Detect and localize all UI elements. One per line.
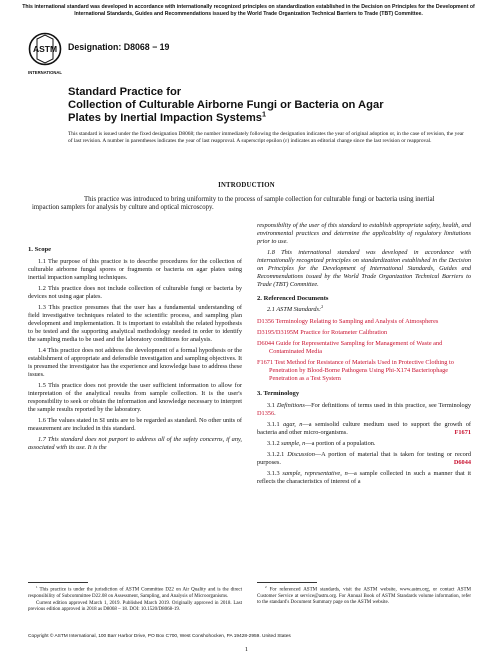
ref-code-link[interactable]: D1356 (257, 317, 275, 325)
scope-heading: 1. Scope (28, 246, 52, 253)
ref-title-link[interactable]: Guide for Representative Sampling for Management of Waste and Contaminated Media (269, 340, 443, 355)
para-3-1-2-1 (257, 451, 471, 467)
ref-item[interactable] (257, 329, 471, 337)
footnote-1-p2: Current edition approved March 1, 2019. Published March 2019. Originally approved in 2018. Last previous edition approved in 2018 as D8068 – 18. DOI: 10.1520/D8068-19. (28, 601, 242, 613)
para-3-1: 3.1 Definitions—For definitions of terms used in this practice, see Terminology D1356. (257, 401, 471, 417)
para-1-8: 1.8 This international standard was developed in accordance with internationally recognized principles on standardization established in the Decision on Principles for the Development of International Standards, Guides and Recommendations issued by the World Trade Organization Technical Barriers to Trade (TBT) Committee. (257, 249, 471, 288)
para-1-2: 1.2 This practice does not include collection of culturable fungi or bacteria by devices not using agar plates. (28, 284, 242, 300)
footnote-2-text: For referenced ASTM standards, visit the ASTM website, www.astm.org, or contact ASTM Customer Service at service@astm.org. For Annual Book of ASTM Standards volume information, refer to the standard's Document Summary page on the ASTM website. (257, 587, 472, 605)
title-line-1: Standard Practice for (68, 86, 182, 98)
def: —A portion of material that is taken for testing or record purposes. (257, 451, 471, 467)
para-2-1-text: 2.1 ASTM Standards: (267, 306, 322, 314)
referenced-heading: 2. Referenced Documents (257, 294, 329, 302)
left-column (28, 246, 242, 455)
footnote-rule (28, 582, 88, 583)
term: sample, n (281, 440, 306, 448)
ref-code-link[interactable]: D6044 (257, 340, 275, 348)
page-number: 1 (244, 646, 249, 653)
para-2-1 (257, 306, 471, 314)
footnote-2-mark: 2 (321, 304, 324, 310)
title-line-2 (68, 99, 418, 125)
ref-item[interactable] (257, 318, 471, 326)
svg-text:INTERNATIONAL: INTERNATIONAL (28, 70, 62, 75)
astm-logo-icon (28, 32, 62, 78)
footnote-2 (257, 582, 471, 607)
para-3-1-1 (257, 421, 471, 437)
ref-title-link[interactable]: Test Method for Resistance of Materials Used in Protective Clothing to Penetration by Blood-Borne Pathogens Using Phi-X174 Bacteriophage Penetration as a Test System (269, 359, 454, 382)
ref-title-link[interactable]: Practice for Rotameter Calibration (300, 328, 388, 336)
footnote-rule (257, 582, 317, 583)
def: —a portion of a population. (305, 440, 376, 448)
para-num: 3.1.2.1 (267, 451, 285, 459)
source-tag-d6044[interactable]: D6044 (453, 459, 471, 467)
copyright-footer: Copyright © ASTM International, 100 Barr Harbor Drive, PO Box C700, West Conshohocken, PA 19428-2959. United States (28, 634, 291, 639)
ref-title-link[interactable]: Terminology Relating to Sampling and Analysis of Atmospheres (275, 317, 439, 325)
term: Definitions (276, 401, 305, 409)
term: sample, representative, n (282, 470, 348, 478)
ref-code-link[interactable]: D3195/D3195M (257, 328, 299, 336)
ref-link-d1356[interactable]: D1356 (257, 409, 275, 417)
def: —For definitions of terms used in this practice, see Terminology (304, 401, 471, 409)
para-num: 3.1.2 (267, 440, 280, 448)
terminology-heading: 3. Terminology (257, 389, 300, 397)
footnote-1-text: This practice is under the jurisdiction of ASTM Committee D22 on Air Quality and is the direct responsibility of Subcommittee D22.08 on Assessment, Sampling, and Analysis of Microorganisms. (28, 587, 242, 599)
title-footnote-mark: 1 (262, 109, 267, 119)
ref-code-link[interactable]: F1671 (257, 359, 274, 367)
ref-item[interactable] (257, 340, 471, 356)
right-column (257, 222, 471, 489)
para-1-7b: responsibility of the user of this standard to establish appropriate safety, health, and environmental practices and determine the applicability of regulatory limitations prior to use. (257, 222, 471, 245)
para-1-4: 1.4 This practice does not address the development of a formal hypothesis or the establishment of appropriate and defensible investigation and sampling objectives. It is presumed the investigator has the experience and knowledge base to address these issues. (28, 346, 242, 378)
svg-text:ASTM: ASTM (32, 44, 58, 54)
footnote-1-p1: $^1$ This practice is under the jurisdiction of ASTM Committee D22 on Air Quality and is the direct responsibility of Subcommittee D22.08 on Assessment, Sampling, and Analysis of Microorganisms. (28, 585, 242, 599)
para-3-1-2 (257, 440, 471, 448)
title-main: Collection of Culturable Airborne Fungi or Bacteria on Agar Plates by Inertial Impaction Systems (68, 99, 384, 124)
ref-item[interactable] (257, 359, 471, 383)
para-1-3: 1.3 This practice presumes that the user has a fundamental understanding of field investigative techniques related to the scientific process, and sampling plan development and implementation. It is important to establish the related hypothesis to be tested and the supporting analytical methodology needed in order to identify the sampling media to be used and the laboratory conditions for analysis. (28, 304, 242, 343)
footnote-1 (28, 582, 242, 615)
para-3-1-3 (257, 470, 471, 486)
term: Discussion (287, 451, 315, 459)
para-1-1: 1.1 The purpose of this practice is to describe procedures for the collection of culturable airborne fungal spores or fragments or bacteria on agar plates using inertial impaction sampling techniques. (28, 257, 242, 281)
footnote-2-p: $^2$ For referenced ASTM standards, visit the ASTM website, www.astm.org, or contact ASTM Customer Service at service@astm.org. For Annual Book of ASTM Standards volume information, refer to the standard's Document Summary page on the ASTM website. (257, 585, 472, 605)
para-num: 3.1.3 (267, 470, 280, 478)
document-title (68, 86, 418, 125)
introduction-text: This practice was introduced to bring uniformity to the process of sample collection for culturable fungi or bacteria using inertial impaction samplers for analysis by culture and optical microscopy. (32, 196, 435, 212)
term: agar, n (283, 420, 303, 428)
introduction-heading: INTRODUCTION (218, 182, 275, 189)
para-num: 3.1.1 (267, 420, 280, 428)
standard-issue-note: This standard is issued under the fixed designation D8068; the number immediately following the designation indicates the year of original adoption or, in the case of revision, the year of last revision. A number in parentheses indicates the year of last reapproval. A superscript epsilon (ε) indicates an editorial change since the last revision or reapproval. (68, 131, 464, 144)
designation: Designation: D8068 − 19 (68, 42, 170, 52)
para-1-6: 1.6 The values stated in SI units are to be regarded as standard. No other units of measurement are included in this standard. (28, 416, 242, 432)
tbt-notice: This international standard was developed in accordance with internationally recognized principles on standardization established in the Decision on Principles for the Development of International Standards, Guides and Recommendations issued by the World Trade Organization Technical Barriers to Trade (TBT) Committee. (22, 4, 475, 17)
para-1-7a: 1.7 This standard does not purport to address all of the safety concerns, if any, associated with its use. It is the (28, 435, 242, 451)
def: —a sample collected in such a manner that it reflects the characteristics of interest of a (257, 470, 471, 486)
def: —a semisolid culture medium used to support the growth of bacteria and other micro-organisms. (257, 420, 472, 436)
para-num: 3.1 (267, 401, 275, 409)
source-tag-f1671[interactable]: F1671 (454, 428, 471, 436)
para-1-5: 1.5 This practice does not provide the user sufficient information to allow for interpretation of the analytical results from sample collection. It is the user's responsibility to seek or obtain the information and knowledge necessary to interpret the sample results reported by the laboratory. (28, 381, 242, 413)
